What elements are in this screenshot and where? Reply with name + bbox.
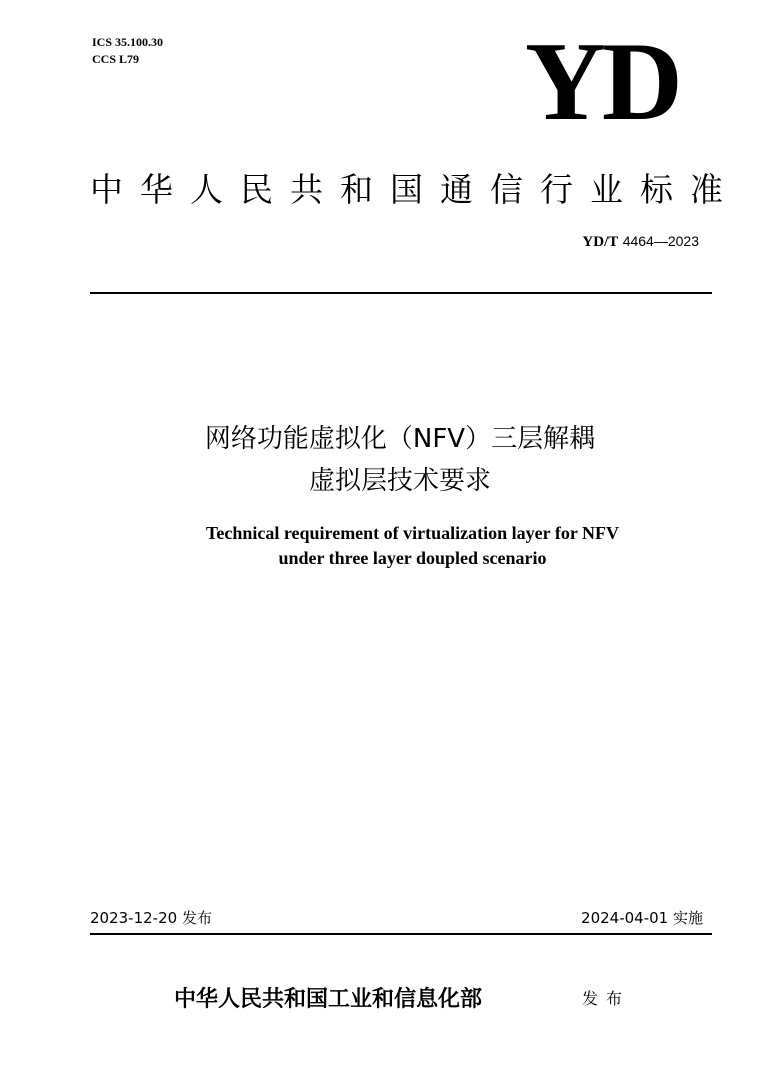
title-cn-line2: 虚拟层技术要求	[308, 466, 491, 496]
bottom-divider	[90, 933, 712, 935]
top-divider	[90, 292, 712, 294]
title-en-line2: under three layer doupled scenario	[278, 548, 547, 568]
yd-logo: YD	[525, 20, 679, 144]
title-cn-line1: 网络功能虚拟化（NFV）三层解耦	[204, 424, 596, 454]
ccs-code: CCS L79	[92, 52, 140, 66]
title-en-line1: Technical requirement of virtualization layer for NFV	[206, 523, 619, 543]
standard-number-prefix: YD/T	[582, 234, 619, 250]
classification-codes	[92, 34, 163, 68]
standard-number	[582, 232, 699, 251]
document-title-cn	[0, 418, 765, 502]
implementation-date: 2024-04-01 实施	[581, 909, 703, 927]
release-date: 2023-12-20 发布	[90, 909, 212, 927]
industry-standard-title: 中华人民共和国通信行业标准	[90, 170, 740, 209]
publish-label: 发布	[582, 989, 631, 1008]
standard-number-value: 4464—2023	[622, 233, 699, 249]
issuing-authority: 中华人民共和国工业和信息化部	[174, 986, 483, 1012]
document-title-en	[0, 521, 765, 571]
ics-code: ICS 35.100.30	[92, 35, 164, 49]
